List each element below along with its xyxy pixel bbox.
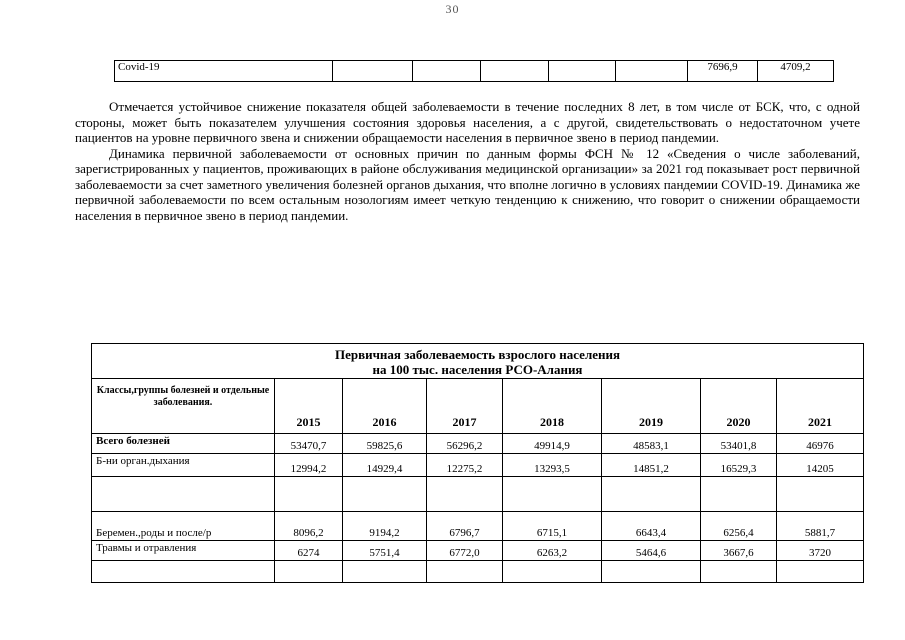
table-cell: 53401,8: [701, 434, 777, 454]
table-cell: [427, 561, 503, 583]
column-header-year: 2019: [602, 379, 701, 434]
table-cell: 5464,6: [602, 541, 701, 561]
row-label: Травмы и отравления: [92, 541, 275, 561]
table-row: [92, 454, 864, 477]
table-cell: 53470,7: [275, 434, 343, 454]
table-cell: 12275,2: [427, 454, 503, 477]
table-row: [115, 61, 834, 82]
row-label: Всего болезней: [92, 434, 275, 454]
table-row: [92, 541, 864, 561]
table-cell: 9194,2: [343, 512, 427, 541]
table-cell: 6256,4: [701, 512, 777, 541]
table-cell: [427, 477, 503, 512]
table-cell: 5881,7: [777, 512, 864, 541]
table-cell: [777, 477, 864, 512]
table-cell: 8096,2: [275, 512, 343, 541]
column-header-category: Классы,группы болезней и отдельные заболевания.: [92, 379, 275, 434]
table-cell: 14851,2: [602, 454, 701, 477]
table-title: [92, 344, 864, 379]
table-cell: 6263,2: [503, 541, 602, 561]
table-cell: 4709,2: [758, 61, 834, 82]
body-text: [75, 99, 860, 223]
table-cell: 6796,7: [427, 512, 503, 541]
table-cell: [343, 477, 427, 512]
table-cell: 56296,2: [427, 434, 503, 454]
column-header-year: 2017: [427, 379, 503, 434]
table-cell: [481, 61, 549, 82]
table-header-row: [92, 379, 864, 434]
incidence-table: [91, 343, 864, 583]
table-cell: 3720: [777, 541, 864, 561]
table-cell: [616, 61, 688, 82]
column-header-year: 2018: [503, 379, 602, 434]
table-cell: 6274: [275, 541, 343, 561]
table-cell: 7696,9: [688, 61, 758, 82]
paragraph: Отмечается устойчивое снижение показателя общей заболеваемости в течение последних 8 лет, в том числе от БСК, что, с одной стороны, может быть показателем улучшения состояния здоровья населения, а с другой, свидетельствовать о недостаточном учете пациентов на уровне первичного звена и снижении обращаемости населения в первичное звено в период пандемии.: [75, 99, 860, 145]
table-cell: [275, 477, 343, 512]
row-label: [92, 477, 275, 512]
table-cell: [777, 561, 864, 583]
table-cell: [549, 61, 616, 82]
table-cell: 49914,9: [503, 434, 602, 454]
table-cell: 12994,2: [275, 454, 343, 477]
table-cell: 59825,6: [343, 434, 427, 454]
table-cell: [503, 477, 602, 512]
table-cell: 46976: [777, 434, 864, 454]
table-title-row: [92, 344, 864, 379]
row-label: [92, 561, 275, 583]
table-cell: [602, 561, 701, 583]
column-header-year: 2015: [275, 379, 343, 434]
table-row: [92, 477, 864, 512]
table-title-line2: на 100 тыс. населения РСО-Алания: [372, 362, 583, 377]
table-cell: [333, 61, 413, 82]
table-cell: 14205: [777, 454, 864, 477]
column-header-year: 2021: [777, 379, 864, 434]
column-header-year: 2020: [701, 379, 777, 434]
table-cell: [413, 61, 481, 82]
table-cell: [343, 561, 427, 583]
table-cell: [701, 477, 777, 512]
table-cell: 6772,0: [427, 541, 503, 561]
column-header-year: 2016: [343, 379, 427, 434]
row-label: Б-ни орган.дыхания: [92, 454, 275, 477]
table-cell: 48583,1: [602, 434, 701, 454]
table-cell: 6715,1: [503, 512, 602, 541]
table-cell: [503, 561, 602, 583]
covid-row-label: Covid-19: [115, 61, 333, 82]
table-row: [92, 512, 864, 541]
table-cell: 13293,5: [503, 454, 602, 477]
page-number: 30: [445, 2, 460, 16]
table-title-line1: Первичная заболеваемость взрослого населения: [334, 347, 621, 362]
table-cell: 14929,4: [343, 454, 427, 477]
table-cell: [275, 561, 343, 583]
table-row: [92, 434, 864, 454]
table-cell: 16529,3: [701, 454, 777, 477]
table-cell: 3667,6: [701, 541, 777, 561]
covid-table: [114, 60, 834, 82]
table-cell: [701, 561, 777, 583]
table-row: [92, 561, 864, 583]
row-label: Беремен.,роды и после/р: [92, 512, 275, 541]
paragraph: Динамика первичной заболеваемости от основных причин по данным формы ФСН № 12 «Сведения о числе заболеваний, зарегистрированных у пациентов, проживающих в районе обслуживания медицинской организации» за 2021 год показывает рост первичной заболеваемости за счет заметного увеличения болезней органов дыхания, что вполне логично в условиях пандемии COVID-19. Динамика же первичной заболеваемости по всем остальным нозологиям имеет четкую тенденцию к снижению, что говорит о снижении обращаемости населения в первичное звено в период пандемии.: [75, 145, 860, 223]
table-cell: [602, 477, 701, 512]
table-cell: 5751,4: [343, 541, 427, 561]
table-cell: 6643,4: [602, 512, 701, 541]
